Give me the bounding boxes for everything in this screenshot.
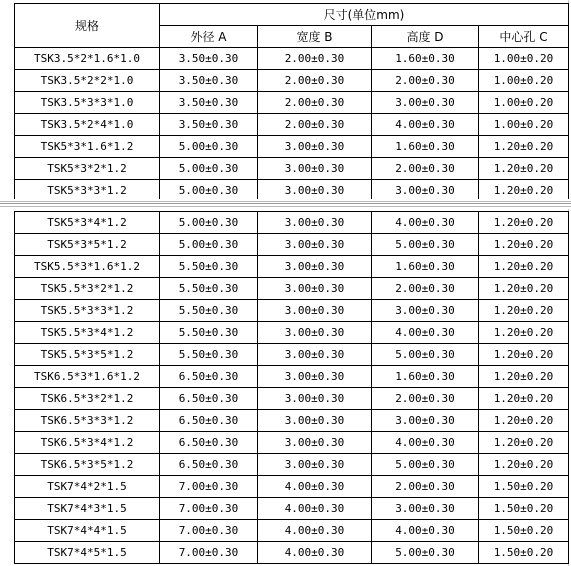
table-row	[15, 212, 569, 234]
cell-spec[interactable]: TSK7*4*5*1.5	[15, 542, 160, 564]
cell-spec[interactable]: TSK3.5*2*4*1.0	[15, 114, 160, 136]
cell-height[interactable]: 2.00±0.30	[372, 158, 479, 180]
cell-center-hole[interactable]: 1.20±0.20	[479, 136, 569, 158]
cell-width[interactable]: 3.00±0.30	[258, 322, 372, 344]
cell-height[interactable]: 3.00±0.30	[372, 92, 479, 114]
cell-outer-diameter[interactable]: 6.50±0.30	[160, 432, 258, 454]
cell-height[interactable]: 5.00±0.30	[372, 344, 479, 366]
cell-height[interactable]: 2.00±0.30	[372, 278, 479, 300]
cell-center-hole[interactable]: 1.20±0.20	[479, 454, 569, 476]
cell-outer-diameter[interactable]: 3.50±0.30	[160, 114, 258, 136]
table-row	[15, 432, 569, 454]
cell-width[interactable]: 3.00±0.30	[258, 180, 372, 202]
cell-center-hole[interactable]: 1.50±0.20	[479, 520, 569, 542]
cell-center-hole[interactable]: 1.20±0.20	[479, 344, 569, 366]
cell-center-hole[interactable]: 1.20±0.20	[479, 234, 569, 256]
cell-height[interactable]: 1.60±0.30	[372, 366, 479, 388]
cell-width[interactable]: 4.00±0.30	[258, 542, 372, 564]
cell-outer-diameter[interactable]: 5.00±0.30	[160, 212, 258, 234]
cell-width[interactable]: 4.00±0.30	[258, 520, 372, 542]
cell-width[interactable]: 3.00±0.30	[258, 278, 372, 300]
table-row	[15, 136, 569, 158]
cell-center-hole[interactable]: 1.00±0.20	[479, 48, 569, 70]
cell-width[interactable]: 4.00±0.30	[258, 498, 372, 520]
table-row	[15, 366, 569, 388]
cell-height[interactable]: 4.00±0.30	[372, 114, 479, 136]
cell-spec[interactable]: TSK6.5*3*3*1.2	[15, 410, 160, 432]
cell-height[interactable]: 1.60±0.30	[372, 136, 479, 158]
cell-height[interactable]: 5.00±0.30	[372, 542, 479, 564]
cell-width[interactable]: 3.00±0.30	[258, 366, 372, 388]
cell-center-hole[interactable]: 1.20±0.20	[479, 432, 569, 454]
cell-spec[interactable]: TSK6.5*3*4*1.2	[15, 432, 160, 454]
cell-center-hole[interactable]: 1.00±0.20	[479, 70, 569, 92]
table-row	[15, 234, 569, 256]
cell-outer-diameter[interactable]: 6.50±0.30	[160, 410, 258, 432]
cell-outer-diameter[interactable]: 5.00±0.30	[160, 180, 258, 202]
header-height: 高度 D	[372, 26, 479, 48]
cell-spec[interactable]: TSK5.5*3*3*1.2	[15, 300, 160, 322]
table-row	[15, 542, 569, 564]
cell-outer-diameter[interactable]: 7.00±0.30	[160, 542, 258, 564]
cell-center-hole[interactable]: 1.20±0.20	[479, 278, 569, 300]
cell-outer-diameter[interactable]: 7.00±0.30	[160, 476, 258, 498]
cell-outer-diameter[interactable]: 5.50±0.30	[160, 300, 258, 322]
cell-spec[interactable]: TSK3.5*2*1.6*1.0	[15, 48, 160, 70]
cell-spec[interactable]: TSK7*4*4*1.5	[15, 520, 160, 542]
cell-width[interactable]: 3.00±0.30	[258, 454, 372, 476]
cell-height[interactable]: 2.00±0.30	[372, 388, 479, 410]
cell-spec[interactable]: TSK5*3*5*1.2	[15, 234, 160, 256]
cell-center-hole[interactable]: 1.20±0.20	[479, 300, 569, 322]
cell-spec[interactable]: TSK5.5*3*1.6*1.2	[15, 256, 160, 278]
cell-width[interactable]: 3.00±0.30	[258, 300, 372, 322]
cell-center-hole[interactable]: 1.20±0.20	[479, 388, 569, 410]
cell-center-hole[interactable]: 1.20±0.20	[479, 212, 569, 234]
table-row	[15, 92, 569, 114]
header-spec: 规格	[15, 4, 160, 48]
cell-spec[interactable]: TSK5*3*3*1.2	[15, 180, 160, 202]
cell-outer-diameter[interactable]: 5.50±0.30	[160, 344, 258, 366]
cell-spec[interactable]: TSK5*3*4*1.2	[15, 212, 160, 234]
cell-center-hole[interactable]: 1.50±0.20	[479, 542, 569, 564]
cell-center-hole[interactable]: 1.20±0.20	[479, 410, 569, 432]
cell-center-hole[interactable]: 1.20±0.20	[479, 322, 569, 344]
cell-width[interactable]: 3.00±0.30	[258, 388, 372, 410]
table-row	[15, 114, 569, 136]
header-outer-diameter: 外径 A	[160, 26, 258, 48]
table-row	[15, 344, 569, 366]
cell-outer-diameter[interactable]: 3.50±0.30	[160, 70, 258, 92]
cell-outer-diameter[interactable]: 5.00±0.30	[160, 158, 258, 180]
table-row	[15, 158, 569, 180]
divider-line	[0, 203, 571, 204]
divider-line	[0, 201, 571, 202]
cell-height[interactable]: 3.00±0.30	[372, 180, 479, 202]
header-size: 尺寸(单位mm)	[160, 4, 569, 26]
cell-center-hole[interactable]: 1.50±0.20	[479, 476, 569, 498]
cell-height[interactable]: 3.00±0.30	[372, 300, 479, 322]
cell-width[interactable]: 2.00±0.30	[258, 92, 372, 114]
table-row	[15, 454, 569, 476]
table-row	[15, 520, 569, 542]
header-width: 宽度 B	[258, 26, 372, 48]
cell-width[interactable]: 3.00±0.30	[258, 234, 372, 256]
cell-outer-diameter[interactable]: 5.50±0.30	[160, 322, 258, 344]
cell-spec[interactable]: TSK5*3*2*1.2	[15, 158, 160, 180]
cell-center-hole[interactable]: 1.00±0.20	[479, 92, 569, 114]
cell-width[interactable]: 3.00±0.30	[258, 158, 372, 180]
cell-outer-diameter[interactable]: 3.50±0.30	[160, 48, 258, 70]
cell-outer-diameter[interactable]: 6.50±0.30	[160, 388, 258, 410]
cell-height[interactable]: 3.00±0.30	[372, 410, 479, 432]
cell-width[interactable]: 3.00±0.30	[258, 136, 372, 158]
header-row-1	[15, 4, 569, 26]
table-row	[15, 410, 569, 432]
cell-spec[interactable]: TSK3.5*2*2*1.0	[15, 70, 160, 92]
cell-width[interactable]: 3.00±0.30	[258, 212, 372, 234]
table-row	[15, 256, 569, 278]
cell-width[interactable]: 4.00±0.30	[258, 476, 372, 498]
cell-spec[interactable]: TSK5*3*1.6*1.2	[15, 136, 160, 158]
cell-outer-diameter[interactable]: 7.00±0.30	[160, 498, 258, 520]
cell-height[interactable]: 4.00±0.30	[372, 322, 479, 344]
cell-spec[interactable]: TSK6.5*3*5*1.2	[15, 454, 160, 476]
cell-outer-diameter[interactable]: 5.00±0.30	[160, 234, 258, 256]
cell-height[interactable]: 4.00±0.30	[372, 432, 479, 454]
cell-height[interactable]: 2.00±0.30	[372, 476, 479, 498]
spec-table-bottom	[14, 211, 569, 564]
cell-width[interactable]: 3.00±0.30	[258, 410, 372, 432]
cell-height[interactable]: 5.00±0.30	[372, 234, 479, 256]
table-row	[15, 278, 569, 300]
table-row	[15, 300, 569, 322]
cell-center-hole[interactable]: 1.20±0.20	[479, 366, 569, 388]
cell-height[interactable]: 2.00±0.30	[372, 70, 479, 92]
divider-line	[0, 206, 571, 207]
cell-width[interactable]: 3.00±0.30	[258, 256, 372, 278]
cell-height[interactable]: 4.00±0.30	[372, 212, 479, 234]
cell-outer-diameter[interactable]: 5.50±0.30	[160, 256, 258, 278]
cell-width[interactable]: 3.00±0.30	[258, 432, 372, 454]
table-row	[15, 70, 569, 92]
cell-spec[interactable]: TSK5.5*3*5*1.2	[15, 344, 160, 366]
spec-table-top	[14, 3, 569, 202]
table-row	[15, 498, 569, 520]
cell-width[interactable]: 3.00±0.30	[258, 344, 372, 366]
cell-height[interactable]: 5.00±0.30	[372, 454, 479, 476]
cell-outer-diameter[interactable]: 3.50±0.30	[160, 92, 258, 114]
table-row	[15, 322, 569, 344]
table-row	[15, 476, 569, 498]
cell-height[interactable]: 4.00±0.30	[372, 520, 479, 542]
cell-width[interactable]: 2.00±0.30	[258, 70, 372, 92]
cell-outer-diameter[interactable]: 5.00±0.30	[160, 136, 258, 158]
cell-spec[interactable]: TSK7*4*3*1.5	[15, 498, 160, 520]
cell-center-hole[interactable]: 1.20±0.20	[479, 256, 569, 278]
cell-center-hole[interactable]: 1.00±0.20	[479, 114, 569, 136]
cell-outer-diameter[interactable]: 5.50±0.30	[160, 278, 258, 300]
cell-height[interactable]: 1.60±0.30	[372, 48, 479, 70]
cell-spec[interactable]: TSK3.5*3*3*1.0	[15, 92, 160, 114]
cell-outer-diameter[interactable]: 6.50±0.30	[160, 454, 258, 476]
cell-center-hole[interactable]: 1.20±0.20	[479, 180, 569, 202]
cell-center-hole[interactable]: 1.50±0.20	[479, 498, 569, 520]
cell-center-hole[interactable]: 1.20±0.20	[479, 158, 569, 180]
cell-outer-diameter[interactable]: 6.50±0.30	[160, 366, 258, 388]
cell-height[interactable]: 1.60±0.30	[372, 256, 479, 278]
cell-height[interactable]: 3.00±0.30	[372, 498, 479, 520]
cell-spec[interactable]: TSK7*4*2*1.5	[15, 476, 160, 498]
table-row	[15, 48, 569, 70]
cell-spec[interactable]: TSK6.5*3*1.6*1.2	[15, 366, 160, 388]
cell-spec[interactable]: TSK6.5*3*2*1.2	[15, 388, 160, 410]
cell-spec[interactable]: TSK5.5*3*4*1.2	[15, 322, 160, 344]
header-center-hole: 中心孔 C	[479, 26, 569, 48]
table-row	[15, 388, 569, 410]
freeze-pane-divider[interactable]	[0, 199, 571, 209]
cell-outer-diameter[interactable]: 7.00±0.30	[160, 520, 258, 542]
cell-width[interactable]: 2.00±0.30	[258, 48, 372, 70]
cell-spec[interactable]: TSK5.5*3*2*1.2	[15, 278, 160, 300]
cell-width[interactable]: 2.00±0.30	[258, 114, 372, 136]
